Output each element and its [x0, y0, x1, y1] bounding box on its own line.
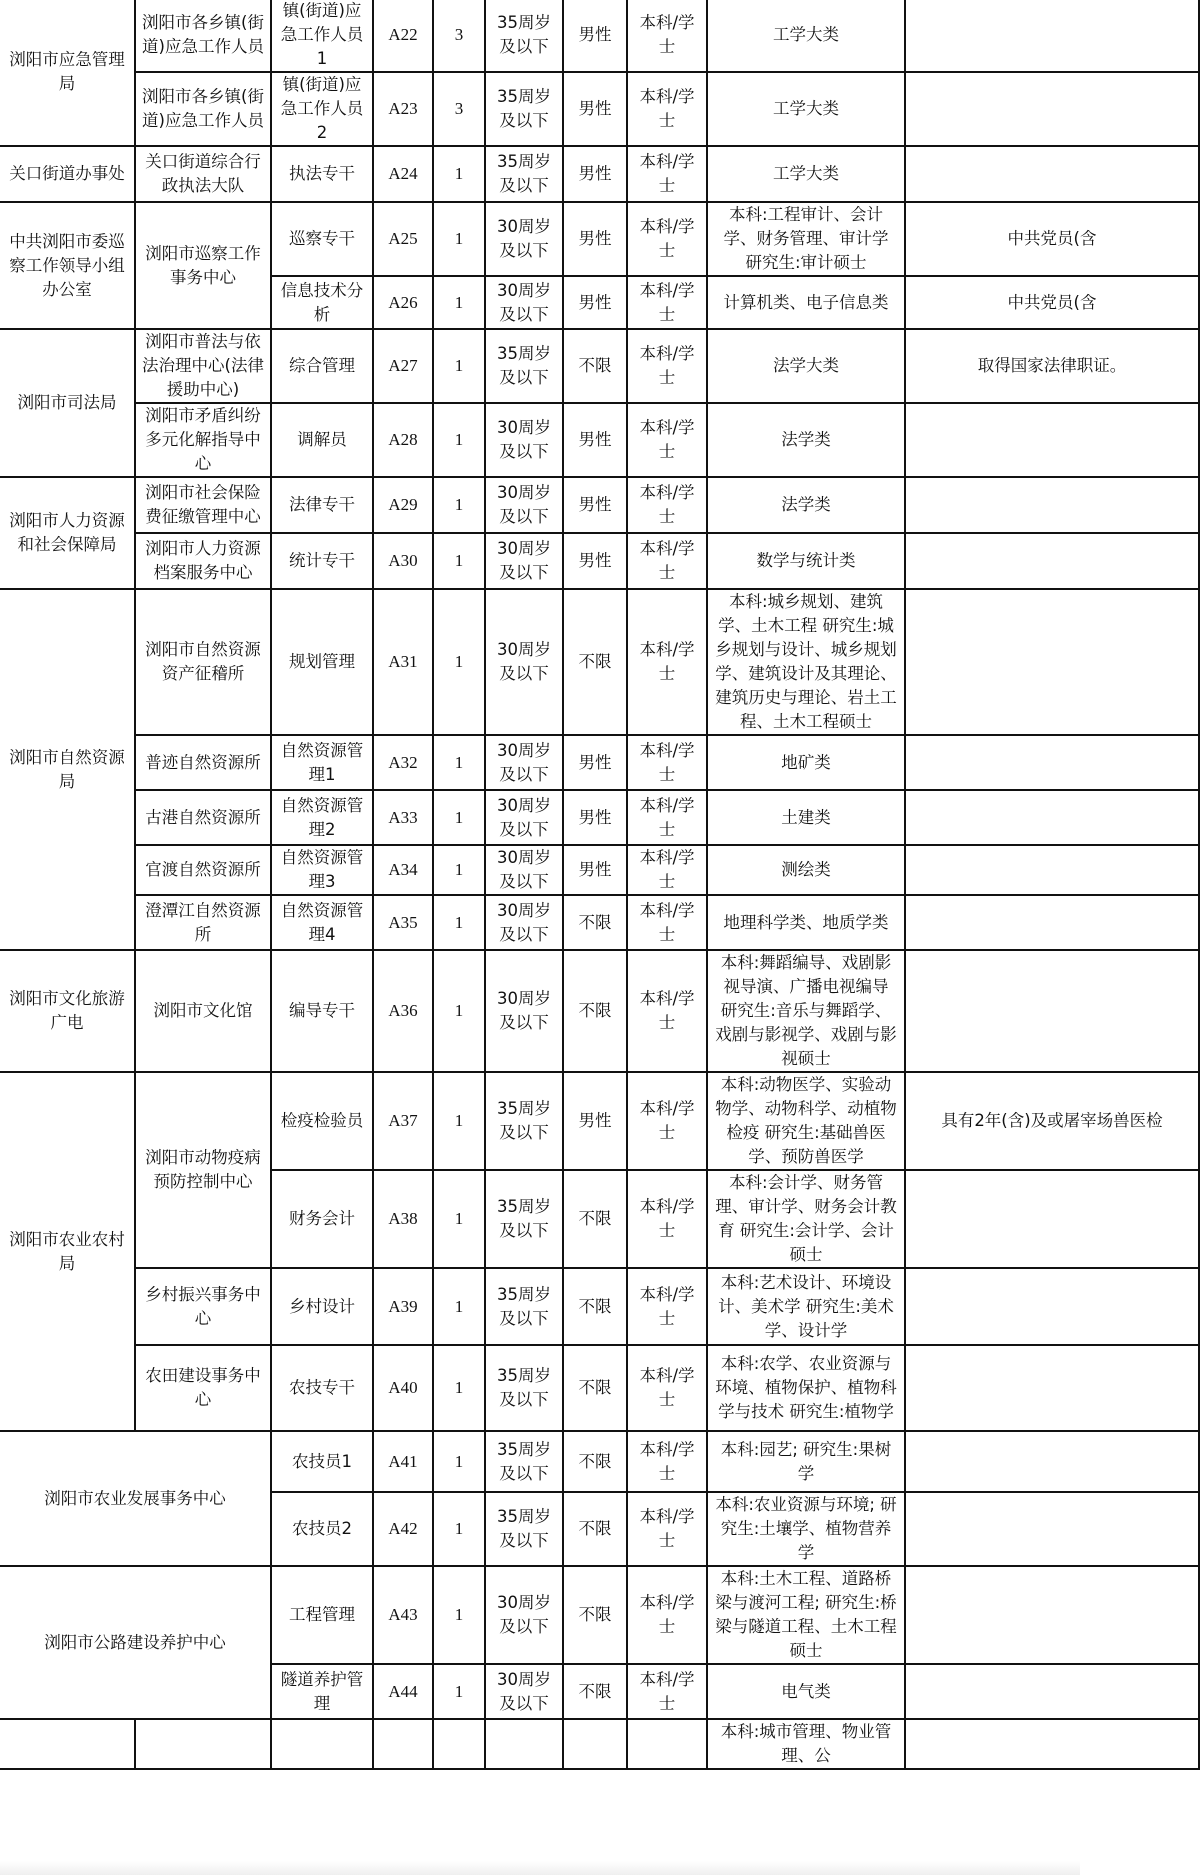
age-cell: 35周岁及以下 [485, 1345, 563, 1431]
other-requirement-cell [905, 790, 1199, 845]
unit-cell: 古港自然资源所 [135, 790, 271, 845]
major-cell: 法学大类 [707, 329, 905, 403]
unit-cell [135, 1719, 271, 1769]
major-cell: 工学大类 [707, 0, 905, 72]
gender-cell: 男性 [563, 403, 627, 477]
education-cell: 本科/学士 [627, 1345, 707, 1431]
major-cell: 法学类 [707, 477, 905, 533]
department-cell: 浏阳市应急管理局 [0, 0, 135, 146]
unit-cell: 浏阳市动物疫病预防控制中心 [135, 1072, 271, 1268]
education-cell: 本科/学士 [627, 403, 707, 477]
major-cell: 数学与统计类 [707, 533, 905, 589]
other-requirement-cell [905, 72, 1199, 146]
table-row [0, 1431, 1199, 1492]
other-requirement-cell: 取得国家法律职证。 [905, 329, 1199, 403]
position-cell: 自然资源管理4 [271, 895, 373, 950]
headcount-cell: 1 [433, 202, 485, 276]
age-cell: 30周岁及以下 [485, 950, 563, 1072]
headcount-cell: 1 [433, 790, 485, 845]
other-requirement-cell [905, 1566, 1199, 1664]
other-requirement-cell [905, 1492, 1199, 1566]
major-cell: 土建类 [707, 790, 905, 845]
table-row [0, 790, 1199, 845]
department-cell: 浏阳市司法局 [0, 329, 135, 477]
age-cell: 30周岁及以下 [485, 735, 563, 790]
position-code-cell: A35 [373, 895, 433, 950]
education-cell: 本科/学士 [627, 276, 707, 329]
major-cell: 本科:农学、农业资源与环境、植物保护、植物科学与技术 研究生:植物学 [707, 1345, 905, 1431]
gender-cell: 不限 [563, 1566, 627, 1664]
age-cell: 30周岁及以下 [485, 202, 563, 276]
unit-cell: 浏阳市各乡镇(街道)应急工作人员 [135, 0, 271, 72]
position-code-cell: A44 [373, 1664, 433, 1719]
education-cell: 本科/学士 [627, 72, 707, 146]
major-cell: 电气类 [707, 1664, 905, 1719]
education-cell: 本科/学士 [627, 0, 707, 72]
education-cell: 本科/学士 [627, 895, 707, 950]
position-cell [271, 1719, 373, 1769]
other-requirement-cell [905, 735, 1199, 790]
unit-cell: 浏阳市普法与依法治理中心(法律援助中心) [135, 329, 271, 403]
education-cell: 本科/学士 [627, 1492, 707, 1566]
table-row [0, 1719, 1199, 1769]
other-requirement-cell [905, 845, 1199, 895]
other-requirement-cell [905, 1719, 1199, 1769]
age-cell: 30周岁及以下 [485, 1566, 563, 1664]
gender-cell: 不限 [563, 1664, 627, 1719]
position-code-cell: A40 [373, 1345, 433, 1431]
education-cell: 本科/学士 [627, 1566, 707, 1664]
position-cell: 编导专干 [271, 950, 373, 1072]
unit-cell: 浏阳市巡察工作事务中心 [135, 202, 271, 329]
age-cell: 35周岁及以下 [485, 1492, 563, 1566]
major-cell: 计算机类、电子信息类 [707, 276, 905, 329]
department-cell: 浏阳市农业发展事务中心 [0, 1431, 271, 1566]
position-code-cell: A31 [373, 589, 433, 735]
position-code-cell: A26 [373, 276, 433, 329]
unit-cell: 关口街道综合行政执法大队 [135, 146, 271, 202]
other-requirement-cell [905, 1268, 1199, 1345]
table-row [0, 1566, 1199, 1664]
age-cell: 30周岁及以下 [485, 895, 563, 950]
major-cell: 本科:农业资源与环境; 研究生:土壤学、植物营养学 [707, 1492, 905, 1566]
major-cell: 本科:园艺; 研究生:果树学 [707, 1431, 905, 1492]
position-cell: 信息技术分析 [271, 276, 373, 329]
major-cell: 本科:艺术设计、环境设计、美术学 研究生:美术学、设计学 [707, 1268, 905, 1345]
other-requirement-cell [905, 1664, 1199, 1719]
position-code-cell: A28 [373, 403, 433, 477]
education-cell: 本科/学士 [627, 950, 707, 1072]
other-requirement-cell [905, 1431, 1199, 1492]
position-code-cell: A39 [373, 1268, 433, 1345]
major-cell: 本科:舞蹈编导、戏剧影视导演、广播电视编导 研究生:音乐与舞蹈学、戏剧与影视学、戏剧与影视硕士 [707, 950, 905, 1072]
unit-cell: 农田建设事务中心 [135, 1345, 271, 1431]
age-cell: 30周岁及以下 [485, 589, 563, 735]
headcount-cell: 1 [433, 1492, 485, 1566]
position-cell: 工程管理 [271, 1566, 373, 1664]
other-requirement-cell: 中共党员(含 [905, 276, 1199, 329]
major-cell: 工学大类 [707, 72, 905, 146]
department-cell [0, 1719, 135, 1769]
gender-cell: 男性 [563, 477, 627, 533]
table-row [0, 1345, 1199, 1431]
headcount-cell: 1 [433, 735, 485, 790]
position-code-cell: A33 [373, 790, 433, 845]
other-requirement-cell [905, 1345, 1199, 1431]
education-cell: 本科/学士 [627, 477, 707, 533]
other-requirement-cell [905, 1170, 1199, 1268]
position-code-cell: A32 [373, 735, 433, 790]
age-cell: 35周岁及以下 [485, 0, 563, 72]
education-cell: 本科/学士 [627, 329, 707, 403]
unit-cell: 浏阳市社会保险费征缴管理中心 [135, 477, 271, 533]
education-cell: 本科/学士 [627, 533, 707, 589]
table-row [0, 477, 1199, 533]
gender-cell: 男性 [563, 845, 627, 895]
gender-cell: 不限 [563, 895, 627, 950]
other-requirement-cell: 中共党员(含 [905, 202, 1199, 276]
headcount-cell: 1 [433, 589, 485, 735]
education-cell: 本科/学士 [627, 146, 707, 202]
unit-cell: 浏阳市自然资源资产征稽所 [135, 589, 271, 735]
major-cell: 工学大类 [707, 146, 905, 202]
gender-cell: 不限 [563, 1431, 627, 1492]
headcount-cell [433, 1719, 485, 1769]
gender-cell: 不限 [563, 329, 627, 403]
gender-cell: 不限 [563, 589, 627, 735]
education-cell: 本科/学士 [627, 202, 707, 276]
headcount-cell: 1 [433, 1431, 485, 1492]
position-code-cell: A34 [373, 845, 433, 895]
position-cell: 镇(街道)应急工作人员1 [271, 0, 373, 72]
headcount-cell: 1 [433, 1566, 485, 1664]
position-code-cell: A24 [373, 146, 433, 202]
unit-cell: 浏阳市文化馆 [135, 950, 271, 1072]
age-cell: 30周岁及以下 [485, 1664, 563, 1719]
department-cell: 中共浏阳市委巡察工作领导小组办公室 [0, 202, 135, 329]
headcount-cell: 1 [433, 1664, 485, 1719]
position-code-cell: A42 [373, 1492, 433, 1566]
gender-cell: 男性 [563, 202, 627, 276]
department-cell: 浏阳市自然资源局 [0, 589, 135, 950]
education-cell: 本科/学士 [627, 1664, 707, 1719]
other-requirement-cell [905, 950, 1199, 1072]
education-cell: 本科/学士 [627, 1431, 707, 1492]
gender-cell: 不限 [563, 1268, 627, 1345]
table-row [0, 589, 1199, 735]
table-row [0, 202, 1199, 276]
table-row [0, 329, 1199, 403]
gender-cell: 男性 [563, 0, 627, 72]
table-row [0, 72, 1199, 146]
table-row [0, 845, 1199, 895]
major-cell: 法学类 [707, 403, 905, 477]
gender-cell: 不限 [563, 1345, 627, 1431]
table-row [0, 146, 1199, 202]
major-cell: 地矿类 [707, 735, 905, 790]
position-cell: 统计专干 [271, 533, 373, 589]
headcount-cell: 1 [433, 1268, 485, 1345]
age-cell: 30周岁及以下 [485, 403, 563, 477]
gender-cell: 男性 [563, 790, 627, 845]
gender-cell: 男性 [563, 72, 627, 146]
age-cell: 35周岁及以下 [485, 1170, 563, 1268]
unit-cell: 乡村振兴事务中心 [135, 1268, 271, 1345]
gender-cell: 男性 [563, 146, 627, 202]
education-cell: 本科/学士 [627, 589, 707, 735]
headcount-cell: 3 [433, 0, 485, 72]
age-cell: 35周岁及以下 [485, 1268, 563, 1345]
gender-cell: 男性 [563, 1072, 627, 1170]
unit-cell: 浏阳市矛盾纠纷多元化解指导中心 [135, 403, 271, 477]
age-cell: 30周岁及以下 [485, 790, 563, 845]
gender-cell: 不限 [563, 950, 627, 1072]
table-row [0, 403, 1199, 477]
position-code-cell: A29 [373, 477, 433, 533]
position-cell: 财务会计 [271, 1170, 373, 1268]
age-cell: 35周岁及以下 [485, 72, 563, 146]
age-cell [485, 1719, 563, 1769]
education-cell: 本科/学士 [627, 735, 707, 790]
headcount-cell: 1 [433, 403, 485, 477]
unit-cell: 澄潭江自然资源所 [135, 895, 271, 950]
headcount-cell: 1 [433, 845, 485, 895]
gender-cell: 男性 [563, 533, 627, 589]
education-cell: 本科/学士 [627, 1072, 707, 1170]
headcount-cell: 1 [433, 146, 485, 202]
headcount-cell: 1 [433, 276, 485, 329]
other-requirement-cell [905, 533, 1199, 589]
gender-cell: 男性 [563, 735, 627, 790]
position-cell: 隧道养护管理 [271, 1664, 373, 1719]
major-cell: 本科:城乡规划、建筑学、土木工程 研究生:城乡规划与设计、城乡规划学、建筑设计及其理论、建筑历史与理论、岩土工程、土木工程硕士 [707, 589, 905, 735]
other-requirement-cell: 具有2年(含)及或屠宰场兽医检 [905, 1072, 1199, 1170]
position-cell: 乡村设计 [271, 1268, 373, 1345]
table-row [0, 895, 1199, 950]
position-code-cell [373, 1719, 433, 1769]
age-cell: 35周岁及以下 [485, 1072, 563, 1170]
position-cell: 镇(街道)应急工作人员2 [271, 72, 373, 146]
headcount-cell: 1 [433, 950, 485, 1072]
education-cell: 本科/学士 [627, 845, 707, 895]
education-cell [627, 1719, 707, 1769]
position-cell: 执法专干 [271, 146, 373, 202]
table-row [0, 735, 1199, 790]
gender-cell [563, 1719, 627, 1769]
position-code-cell: A41 [373, 1431, 433, 1492]
major-cell: 本科:会计学、财务管理、审计学、财务会计教育 研究生:会计学、会计硕士 [707, 1170, 905, 1268]
department-cell: 关口街道办事处 [0, 146, 135, 202]
position-cell: 农技员1 [271, 1431, 373, 1492]
position-code-cell: A23 [373, 72, 433, 146]
position-cell: 综合管理 [271, 329, 373, 403]
age-cell: 35周岁及以下 [485, 329, 563, 403]
age-cell: 35周岁及以下 [485, 146, 563, 202]
department-cell: 浏阳市公路建设养护中心 [0, 1566, 271, 1719]
unit-cell: 浏阳市各乡镇(街道)应急工作人员 [135, 72, 271, 146]
age-cell: 35周岁及以下 [485, 1431, 563, 1492]
position-cell: 自然资源管理2 [271, 790, 373, 845]
position-cell: 规划管理 [271, 589, 373, 735]
position-cell: 自然资源管理3 [271, 845, 373, 895]
age-cell: 30周岁及以下 [485, 477, 563, 533]
position-cell: 调解员 [271, 403, 373, 477]
education-cell: 本科/学士 [627, 790, 707, 845]
age-cell: 30周岁及以下 [485, 276, 563, 329]
position-code-cell: A43 [373, 1566, 433, 1664]
headcount-cell: 1 [433, 1072, 485, 1170]
gender-cell: 不限 [563, 1170, 627, 1268]
position-cell: 检疫检验员 [271, 1072, 373, 1170]
position-code-cell: A30 [373, 533, 433, 589]
headcount-cell: 1 [433, 1170, 485, 1268]
other-requirement-cell [905, 403, 1199, 477]
headcount-cell: 1 [433, 477, 485, 533]
position-cell: 法律专干 [271, 477, 373, 533]
department-cell: 浏阳市文化旅游广电 [0, 950, 135, 1072]
position-code-cell: A25 [373, 202, 433, 276]
headcount-cell: 1 [433, 895, 485, 950]
headcount-cell: 1 [433, 533, 485, 589]
position-code-cell: A22 [373, 0, 433, 72]
headcount-cell: 3 [433, 72, 485, 146]
headcount-cell: 1 [433, 1345, 485, 1431]
position-code-cell: A36 [373, 950, 433, 1072]
position-cell: 农技专干 [271, 1345, 373, 1431]
other-requirement-cell [905, 477, 1199, 533]
table-row [0, 533, 1199, 589]
other-requirement-cell [905, 589, 1199, 735]
table-row [0, 1072, 1199, 1170]
department-cell: 浏阳市农业农村局 [0, 1072, 135, 1431]
age-cell: 30周岁及以下 [485, 533, 563, 589]
major-cell: 测绘类 [707, 845, 905, 895]
major-cell: 本科:工程审计、会计学、财务管理、审计学 研究生:审计硕士 [707, 202, 905, 276]
other-requirement-cell [905, 0, 1199, 72]
position-cell: 自然资源管理1 [271, 735, 373, 790]
position-code-cell: A37 [373, 1072, 433, 1170]
major-cell: 本科:土木工程、道路桥梁与渡河工程; 研究生:桥梁与隧道工程、土木工程硕士 [707, 1566, 905, 1664]
table-row [0, 0, 1199, 72]
unit-cell: 普迹自然资源所 [135, 735, 271, 790]
major-cell: 本科:城市管理、物业管理、公 [707, 1719, 905, 1769]
major-cell: 本科:动物医学、实验动物学、动物科学、动植物检疫 研究生:基础兽医学、预防兽医学 [707, 1072, 905, 1170]
major-cell: 地理科学类、地质学类 [707, 895, 905, 950]
position-cell: 农技员2 [271, 1492, 373, 1566]
unit-cell: 浏阳市人力资源档案服务中心 [135, 533, 271, 589]
other-requirement-cell [905, 895, 1199, 950]
headcount-cell: 1 [433, 329, 485, 403]
bottom-fade [0, 1861, 1080, 1875]
other-requirement-cell [905, 146, 1199, 202]
age-cell: 30周岁及以下 [485, 845, 563, 895]
unit-cell: 官渡自然资源所 [135, 845, 271, 895]
education-cell: 本科/学士 [627, 1170, 707, 1268]
gender-cell: 不限 [563, 1492, 627, 1566]
position-code-cell: A38 [373, 1170, 433, 1268]
education-cell: 本科/学士 [627, 1268, 707, 1345]
gender-cell: 男性 [563, 276, 627, 329]
position-cell: 巡察专干 [271, 202, 373, 276]
table-row [0, 1268, 1199, 1345]
position-code-cell: A27 [373, 329, 433, 403]
table-row [0, 950, 1199, 1072]
department-cell: 浏阳市人力资源和社会保障局 [0, 477, 135, 589]
